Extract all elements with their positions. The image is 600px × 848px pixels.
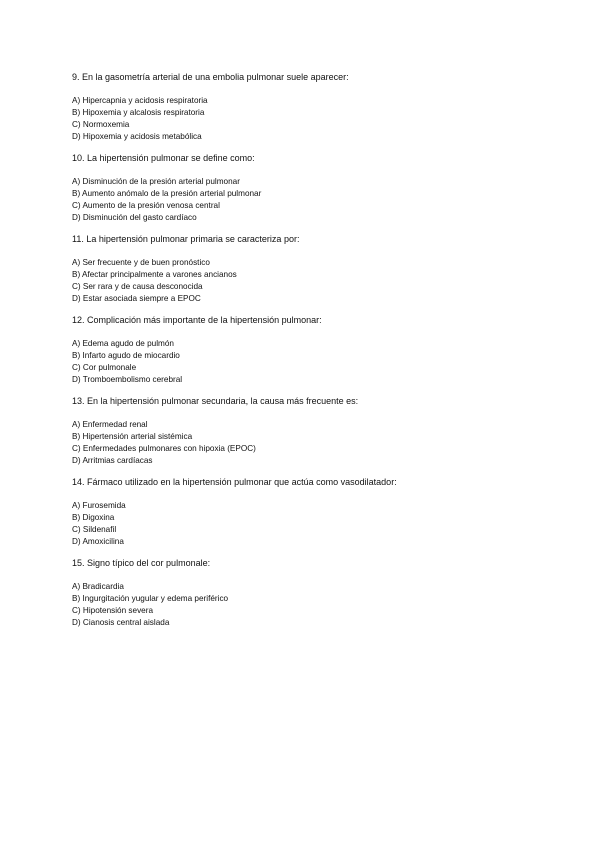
question-11 — [72, 233, 542, 305]
option-a: A) Disminución de la presión arterial pulmonar — [72, 177, 240, 186]
option-list — [72, 338, 542, 386]
option-a: A) Enfermedad renal — [72, 420, 148, 429]
option-b: B) Aumento anómalo de la presión arterial pulmonar — [72, 189, 262, 198]
question-14 — [72, 476, 542, 548]
question-text: 12. Complicación más importante de la hipertensión pulmonar: — [72, 315, 322, 325]
option-b: B) Hipoxemia y alcalosis respiratoria — [72, 108, 205, 117]
option-d: D) Hipoxemia y acidosis metabólica — [72, 132, 202, 141]
option-list — [72, 95, 542, 143]
option-a: A) Bradicardia — [72, 582, 124, 591]
option-c: C) Ser rara y de causa desconocida — [72, 282, 203, 291]
option-c: C) Hipotensión severa — [72, 606, 154, 615]
option-b: B) Hipertensión arterial sistémica — [72, 432, 193, 441]
option-a: A) Furosemida — [72, 501, 126, 510]
option-list — [72, 176, 542, 224]
option-c: C) Aumento de la presión venosa central — [72, 201, 220, 210]
question-13 — [72, 395, 542, 467]
question-text: 11. La hipertensión pulmonar primaria se caracteriza por: — [72, 234, 300, 244]
question-text: 10. La hipertensión pulmonar se define como: — [72, 153, 255, 163]
option-d: D) Disminución del gasto cardíaco — [72, 213, 197, 222]
question-12 — [72, 314, 542, 386]
option-b: B) Digoxina — [72, 513, 115, 522]
question-9 — [72, 71, 542, 143]
option-a: A) Hipercapnia y acidosis respiratoria — [72, 96, 208, 105]
question-list — [72, 71, 542, 638]
option-c: C) Enfermedades pulmonares con hipoxia (EPOC) — [72, 444, 256, 453]
option-a: A) Ser frecuente y de buen pronóstico — [72, 258, 210, 267]
option-b: B) Infarto agudo de miocardio — [72, 351, 180, 360]
question-text: 14. Fármaco utilizado en la hipertensión pulmonar que actúa como vasodilatador: — [72, 477, 397, 487]
question-text: 13. En la hipertensión pulmonar secundaria, la causa más frecuente es: — [72, 396, 359, 406]
option-list — [72, 581, 542, 629]
option-d: D) Amoxicilina — [72, 537, 124, 546]
option-d: D) Arritmias cardíacas — [72, 456, 153, 465]
option-c: C) Normoxemia — [72, 120, 130, 129]
option-d: D) Estar asociada siempre a EPOC — [72, 294, 201, 303]
question-10 — [72, 152, 542, 224]
question-15 — [72, 557, 542, 629]
option-d: D) Cianosis central aislada — [72, 618, 170, 627]
option-list — [72, 257, 542, 305]
option-b: B) Ingurgitación yugular y edema periférico — [72, 594, 229, 603]
option-a: A) Edema agudo de pulmón — [72, 339, 174, 348]
option-c: C) Cor pulmonale — [72, 363, 137, 372]
option-d: D) Tromboembolismo cerebral — [72, 375, 183, 384]
option-c: C) Sildenafil — [72, 525, 117, 534]
question-text: 9. En la gasometría arterial de una embolia pulmonar suele aparecer: — [72, 72, 349, 82]
option-b: B) Afectar principalmente a varones ancianos — [72, 270, 237, 279]
question-text: 15. Signo típico del cor pulmonale: — [72, 558, 211, 568]
option-list — [72, 500, 542, 548]
option-list — [72, 419, 542, 467]
